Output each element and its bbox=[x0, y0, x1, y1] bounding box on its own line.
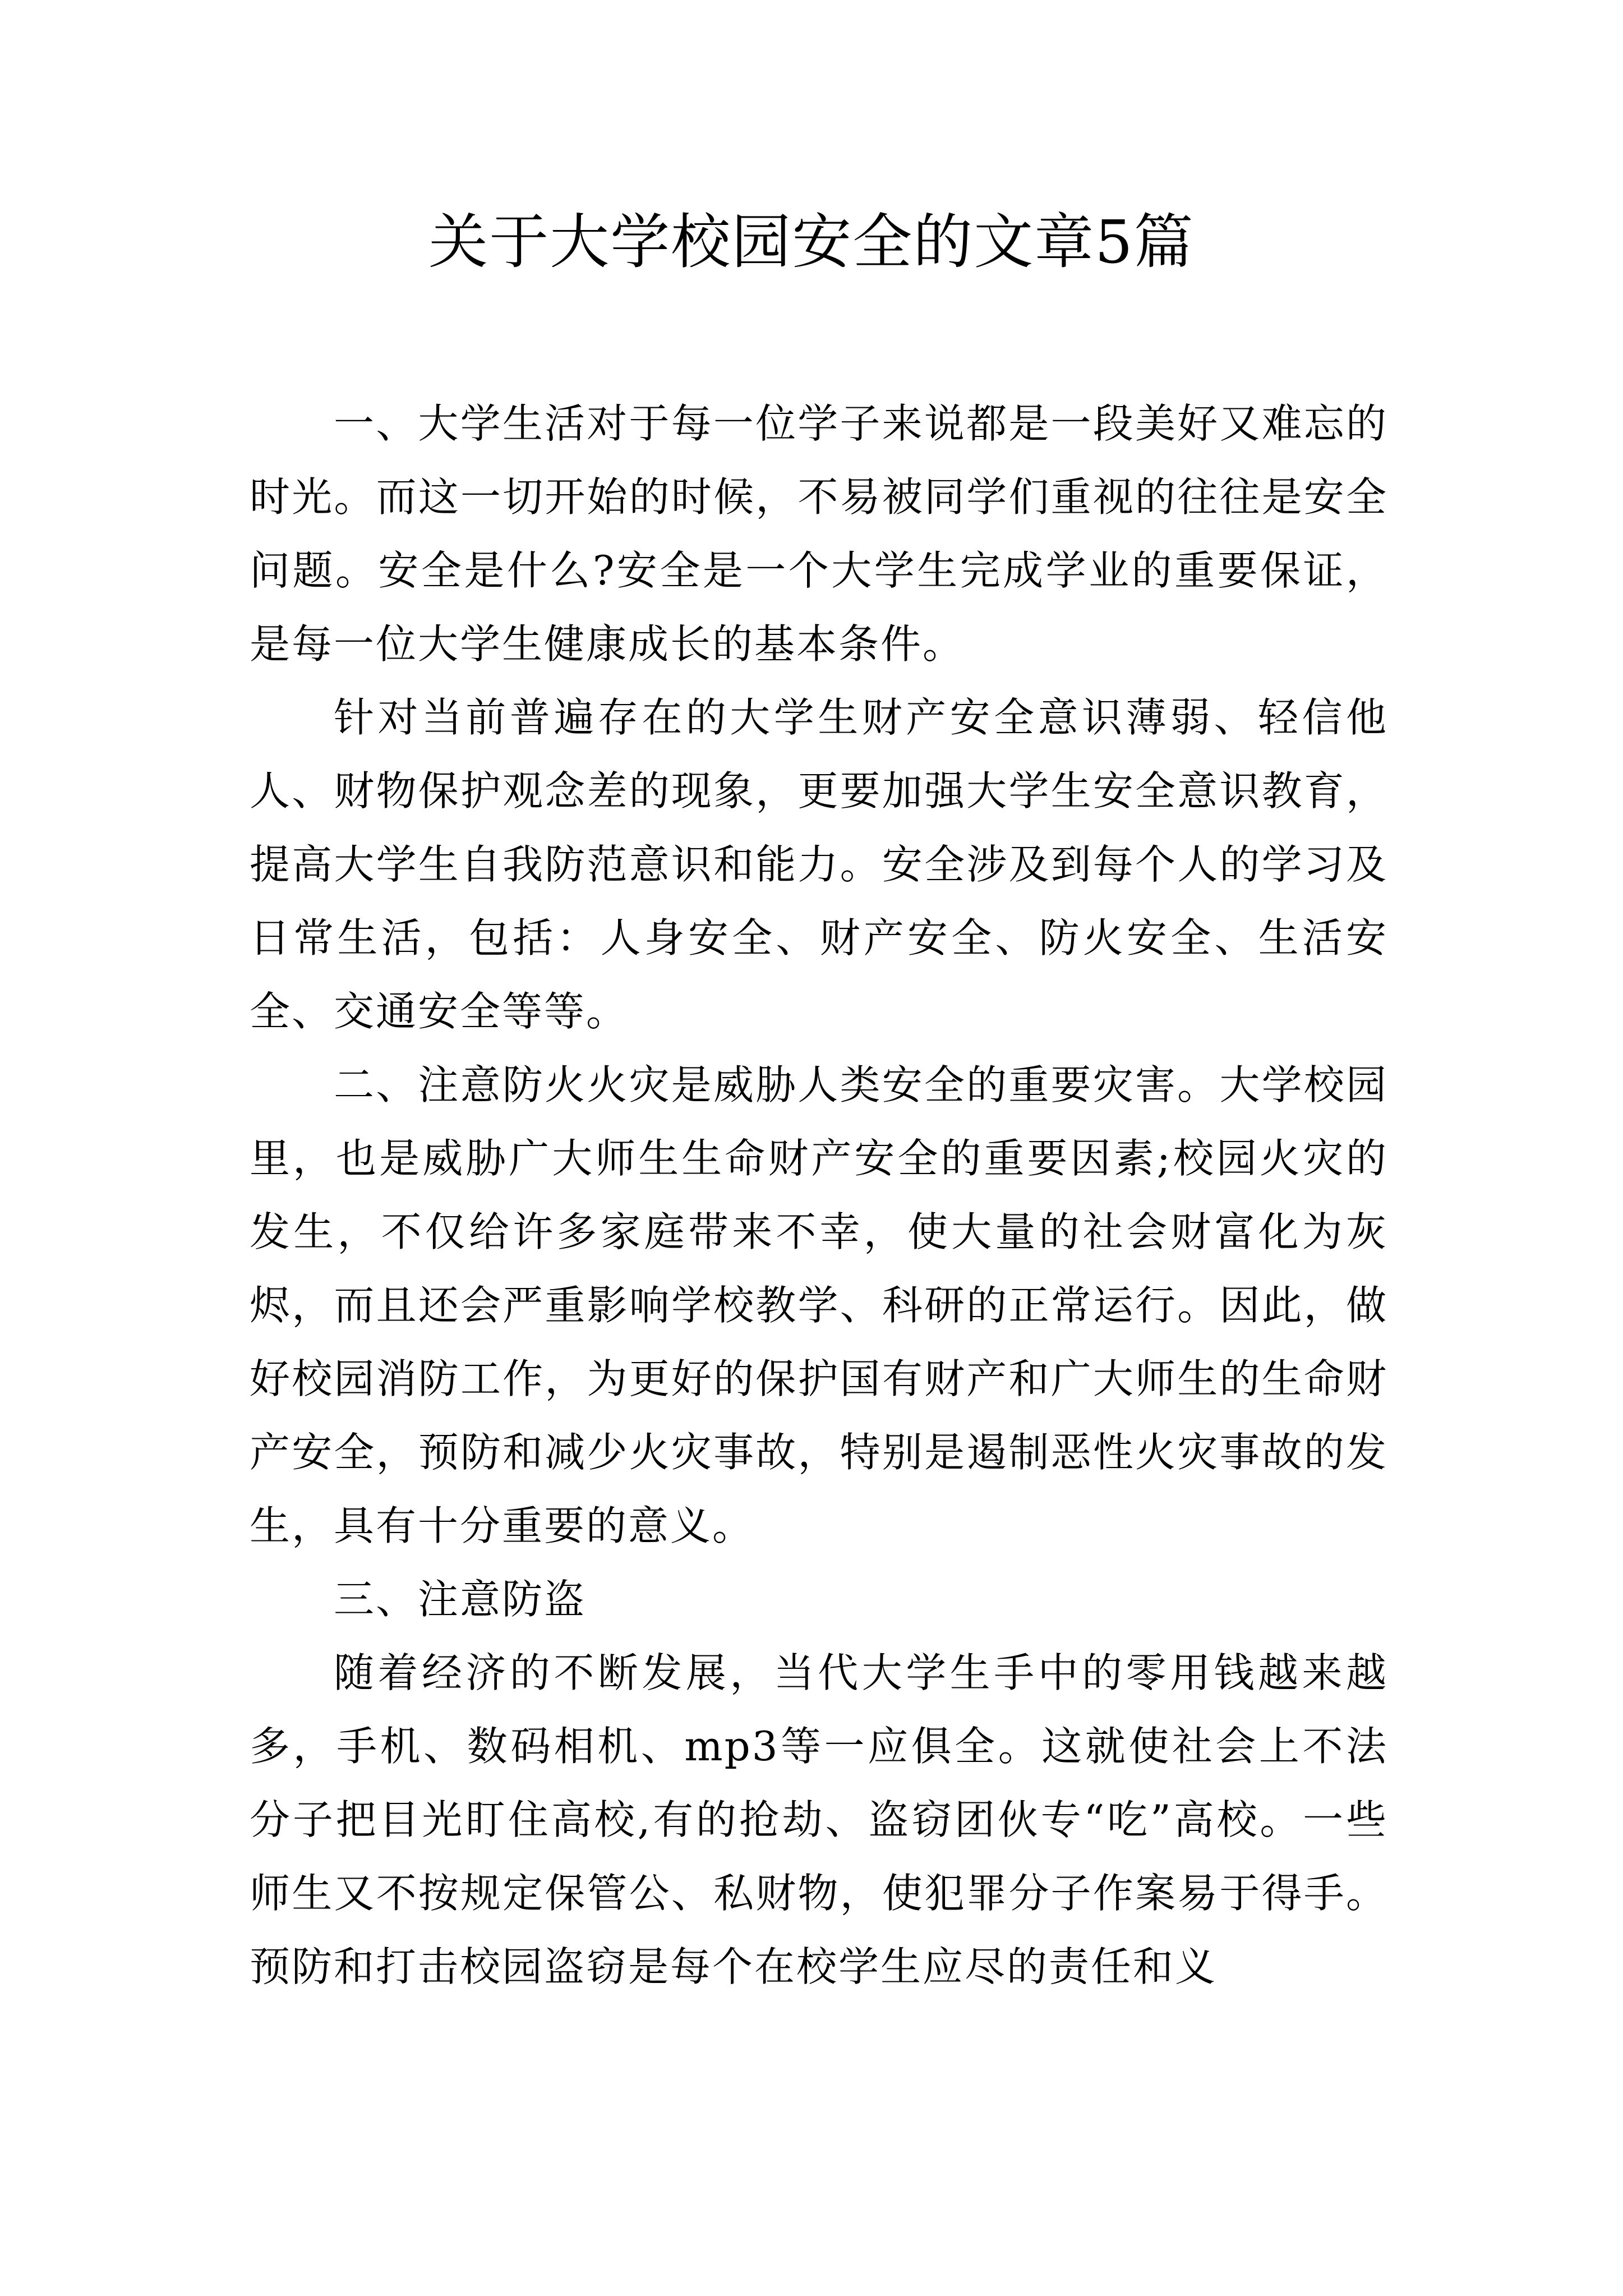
document-body bbox=[250, 387, 1388, 2004]
paragraph-fire-prevention: 二、注意防火火灾是威胁人类安全的重要灾害。大学校园里，也是威胁广大师生生命财产安全的重要因素;校园火灾的发生，不仅给许多家庭带来不幸，使大量的社会财富化为灰烬，而且还会严重影响学校教学、科研的正常运行。因此，做好校园消防工作，为更好的保护国有财产和广大师生的生命财产安全，预防和减少火灾事故，特别是遏制恶性火灾事故的发生，具有十分重要的意义。 bbox=[250, 1061, 1388, 1549]
document-title: 关于大学校园安全的文章5篇 bbox=[428, 208, 1195, 277]
paragraph-theft-prevention: 随着经济的不断发展，当代大学生手中的零用钱越来越多，手机、数码相机、mp3等一应俱全。这就使社会上不法分子把目光盯住高校,有的抢劫、盗窃团伙专“吃”高校。一些师生又不按规定保管公、私财物，使犯罪分子作案易于得手。预防和打击校园盗窃是每个在校学生应尽的责任和义 bbox=[250, 1649, 1388, 1990]
paragraph-intro: 一、大学生活对于每一位学子来说都是一段美好又难忘的时光。而这一切开始的时候，不易被同学们重视的往往是安全问题。安全是什么?安全是一个大学生完成学业的重要保证，是每一位大学生健康成长的基本条件。 bbox=[250, 400, 1388, 668]
section-heading-theft: 三、注意防盗 bbox=[334, 1576, 587, 1623]
paragraph-property-safety: 针对当前普遍存在的大学生财产安全意识薄弱、轻信他人、财物保护观念差的现象，更要加强大学生安全意识教育，提高大学生自我防范意识和能力。安全涉及到每个人的学习及日常生活，包括：人身安全、财产安全、防火安全、生活安全、交通安全等等。 bbox=[250, 694, 1388, 1035]
